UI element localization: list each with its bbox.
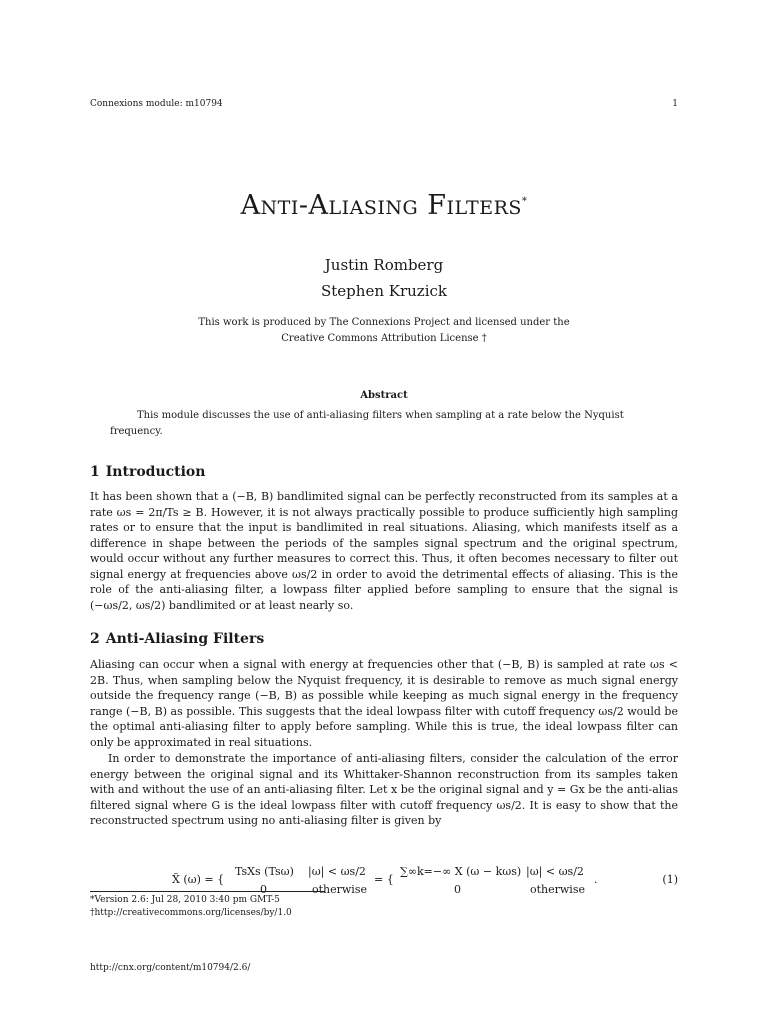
anti-aliasing-paragraph-2: In order to demonstrate the importance of anti-aliasing filters, consider the calculation of the error energy between the original signal and its Whittaker-Shannon reconstruction from its samples taken with and without the use of an anti-aliasing filter. Let x be the original signal and y = Gx be the anti-alias filtered signal where G is the ideal lowpass filter with cutoff frequency ωs/2. It is easy to show that the reconstructed spectrum using no anti-aliasing filter is given by — [90, 752, 678, 827]
eq-case1-top: TsXs (Tsω) — [235, 865, 294, 878]
section-number: 1 — [90, 464, 100, 480]
eq-cond1-bottom: otherwise — [312, 883, 367, 896]
footer-url[interactable]: http://cnx.org/content/m10794/2.6/ — [90, 963, 251, 973]
eq-cond2-bottom: otherwise — [530, 883, 585, 896]
section-title: Anti-Aliasing Filters — [105, 631, 265, 647]
title-text: Anti-Aliasing Filters — [240, 190, 522, 221]
intro-paragraph: It has been shown that a (−B, B) bandlimited signal can be perfectly reconstructed from its samples at a rate ωs = 2π/Ts ≥ B. However, it is not always practically possible to produce sufficiently high sampling rates or to ensure that the input is bandlimited in real situations. Aliasing, which manifests itself as a difference in shape between the periods of the samples signal spectrum and the original spectrum, would occur without any further measures to correct this. Thus, it often becomes necessary to filter out signal energy at frequencies above ωs/2 in order to avoid the detrimental effects of aliasing. This is the role of the anti-aliasing filter, a lowpass filter applied before sampling to ensure that the signal is (−ωs/2, ωs/2) bandlimited or at least nearly so. — [90, 490, 678, 612]
footnote-license-url[interactable] — [90, 908, 292, 918]
footnote-version: *Version 2.6: Jul 28, 2010 3:40 pm GMT-5 — [90, 895, 280, 905]
running-header — [90, 99, 678, 109]
eq-lhs: X̃ (ω) = { — [172, 873, 225, 886]
license-line-1: This work is produced by The Connexions Project and licensed under the — [198, 317, 570, 328]
license-notice — [0, 315, 768, 347]
section-number: 2 — [90, 631, 100, 647]
section-heading-introduction — [90, 464, 205, 480]
anti-aliasing-paragraph-1: Aliasing can occur when a signal with energy at frequencies other that (−B, B) is sampled at rate ωs < 2B. Thus, when sampling below the Nyquist frequency, it is desirable to remove as much signal energy outside the frequency range (−B, B) as possible while keeping as much signal energy in the frequency range (−B, B) as possible. This suggests that the ideal lowpass filter with cutoff frequency ωs/2 would be the optimal anti-aliasing filter to apply before sampling. While this is true, the ideal lowpass filter can only be approximated in real situations. — [90, 658, 678, 749]
eq-cond2-top: |ω| < ωs/2 — [526, 865, 584, 878]
eq-cond1-top: |ω| < ωs/2 — [308, 865, 366, 878]
eq-case2-bottom: 0 — [454, 883, 461, 896]
equation-number: (1) — [662, 873, 678, 886]
eq-case2-top: ∑∞k=−∞ X (ω − kωs) — [400, 865, 522, 878]
license-url-text[interactable]: †http://creativecommons.org/licenses/by/1.0 — [90, 908, 292, 918]
author-2: Stephen Kruzick — [321, 282, 447, 300]
abstract-text: This module discusses the use of anti-aliasing filters when sampling at a rate below the Nyquist frequency. — [110, 410, 624, 437]
eq-case1-bottom: 0 — [260, 883, 267, 896]
module-id: Connexions module: m10794 — [90, 99, 223, 109]
page-number: 1 — [672, 99, 678, 109]
footnote-rule — [90, 891, 325, 892]
abstract-heading: Abstract — [360, 390, 408, 401]
eq-mid: = { — [374, 873, 394, 886]
paper-title — [0, 190, 768, 221]
section-heading-anti-aliasing — [90, 631, 264, 647]
author-1: Justin Romberg — [324, 256, 444, 274]
section-title: Introduction — [105, 464, 206, 480]
eq-end: . — [594, 873, 598, 886]
license-line-2: Creative Commons Attribution License † — [281, 333, 487, 344]
title-footnote-mark: * — [521, 196, 528, 207]
